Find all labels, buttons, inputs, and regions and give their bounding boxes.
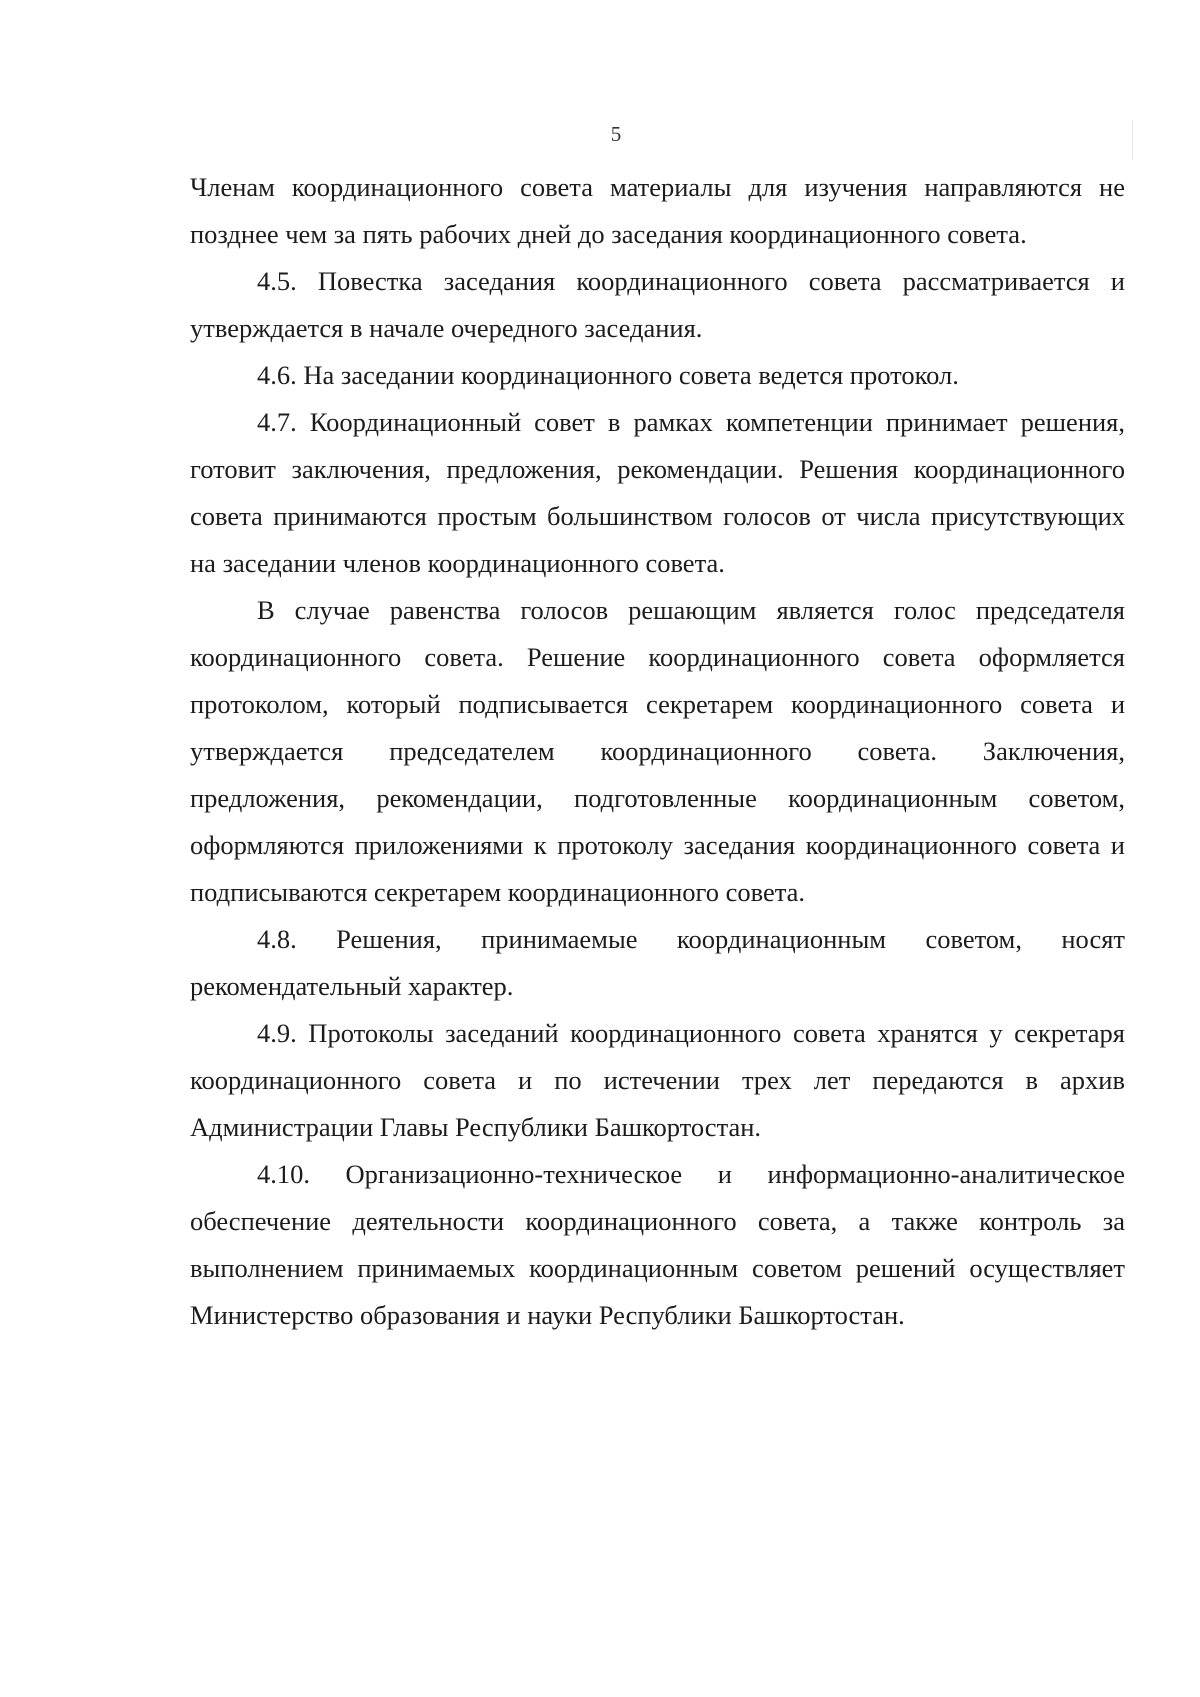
paragraph-4-8: 4.8. Решения, принимаемые координационным советом, носят рекомендательный характер.	[190, 924, 1125, 1001]
paragraph-4-5: 4.5. Повестка заседания координационного совета рассматривается и утверждается в начале очередного заседания.	[190, 266, 1125, 343]
paragraph-tie-vote: В случае равенства голосов решающим является голос председателя координационного совета. Решение координационного совета оформляется протоколом, который подписывается секретарем координационного совета и утверждается председателем координационного совета. Заключения, предложения, рекомендации, подготовленные координационным советом, оформляются приложениями к протоколу заседания координационного совета и подписываются секретарем координационного совета.	[190, 595, 1125, 907]
page-number: 5	[610, 122, 622, 146]
document-body	[190, 164, 1125, 1339]
paragraph-4-9: 4.9. Протоколы заседаний координационного совета хранятся у секретаря координационного совета и по истечении трех лет передаются в архив Администрации Главы Республики Башкортостан.	[190, 1018, 1125, 1142]
paragraph-4-7: 4.7. Координационный совет в рамках компетенции принимает решения, готовит заключения, предложения, рекомендации. Решения координационного совета принимаются простым большинством голосов от числа присутствующих на заседании членов координационного совета.	[190, 407, 1125, 578]
paragraph-continuation: Членам координационного совета материалы для изучения направляются не позднее чем за пять рабочих дней до заседания координационного совета.	[190, 172, 1125, 249]
paragraph-4-10: 4.10. Организационно-техническое и информационно-аналитическое обеспечение деятельности координационного совета, а также контроль за выполнением принимаемых координационным советом решений осуществляет Министерство образования и науки Республики Башкортостан.	[190, 1159, 1125, 1330]
paragraph-4-6: 4.6. На заседании координационного совета ведется протокол.	[257, 360, 959, 390]
